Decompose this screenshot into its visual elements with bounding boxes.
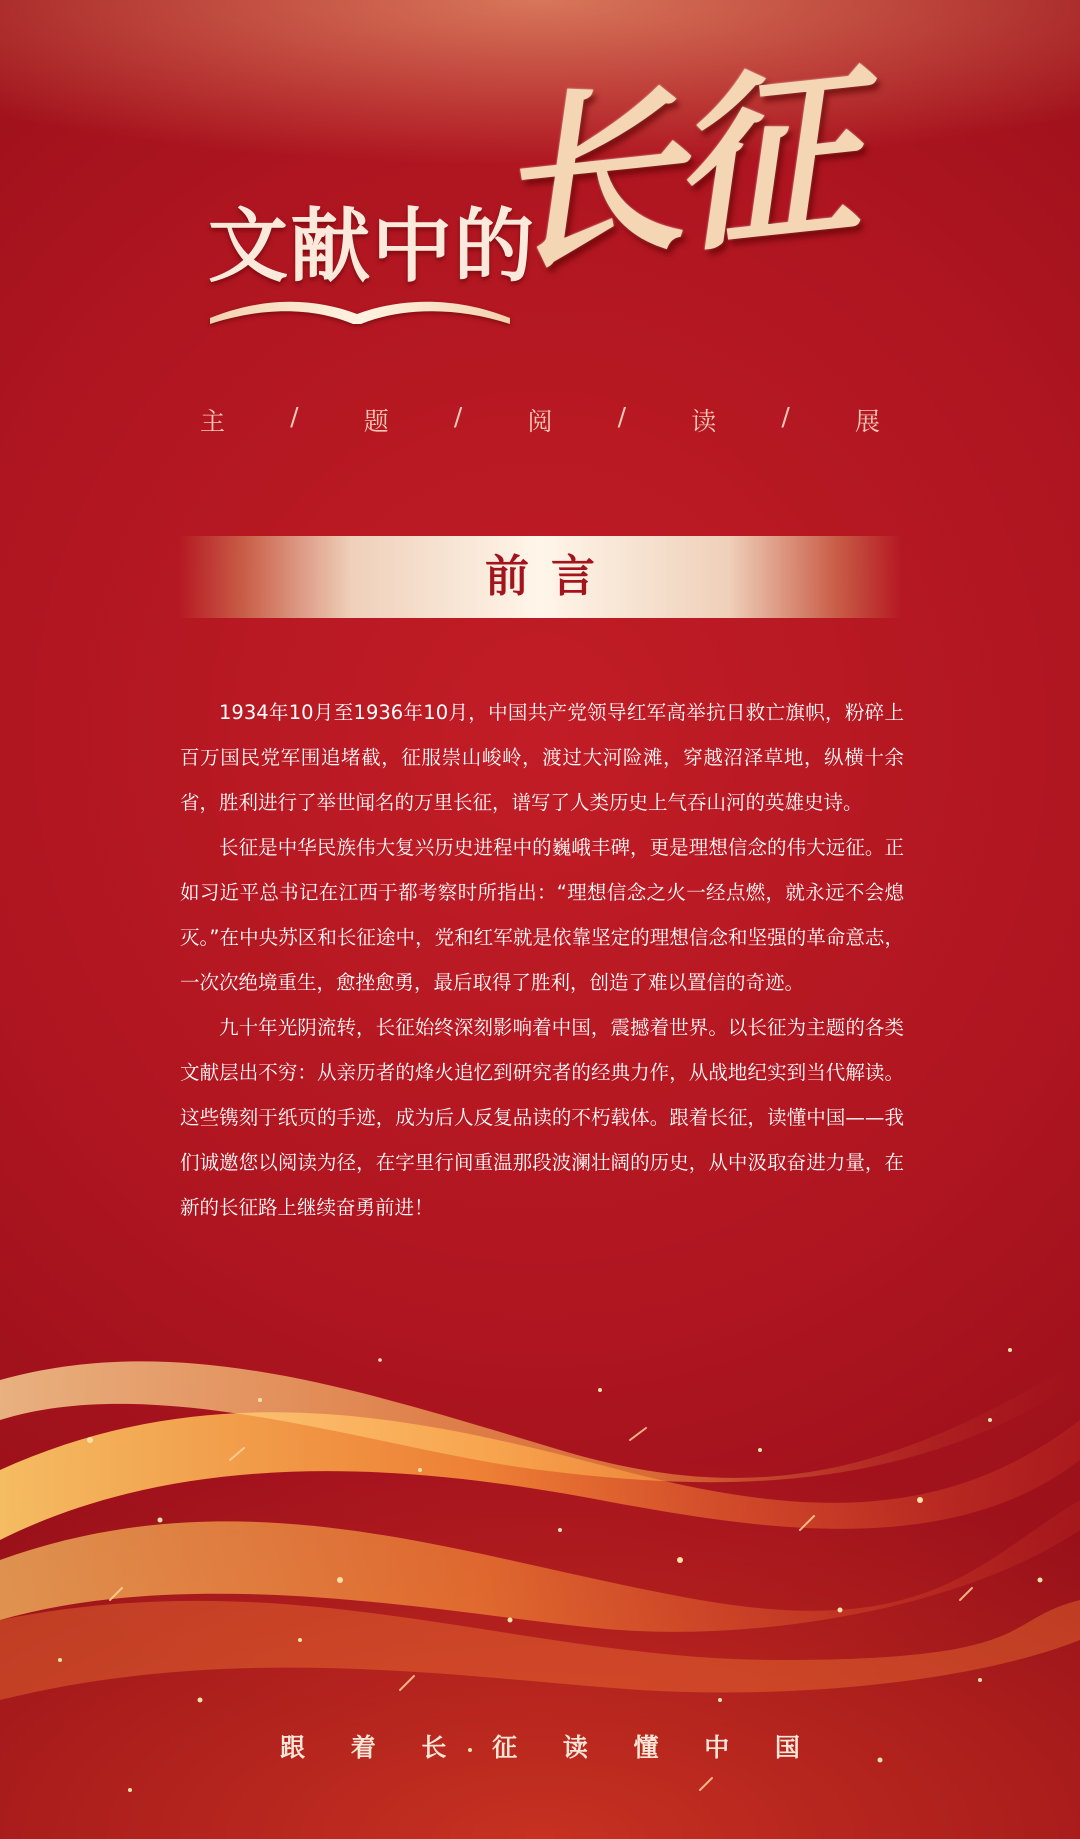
preface-heading-banner — [178, 536, 902, 618]
subtitle-char: 展 — [854, 407, 880, 436]
subtitle-theme-reading-exhibition — [200, 402, 880, 438]
preface-paragraph: 1934年10月至1936年10月，中国共产党领导红军高举抗日救亡旗帜，粉碎上百万国民党军围追堵截，征服崇山峻岭，渡过大河险滩，穿越沼泽草地，纵横十余省，胜利进行了举世闻名的万里长征，谱写了人类历史上气吞山河的英雄史诗。 — [180, 701, 904, 814]
preface-body — [180, 690, 904, 1230]
subtitle-separator: / — [781, 402, 790, 431]
footer-char: 读 — [562, 1733, 588, 1762]
title-prefix: 文献中的 — [208, 199, 536, 293]
footer-char: 跟 — [280, 1733, 306, 1762]
open-book-icon — [205, 278, 515, 338]
subtitle-separator: / — [290, 402, 299, 431]
preface-heading: 前言 — [485, 551, 617, 602]
subtitle-separator: / — [453, 402, 463, 431]
footer-char: 着 — [350, 1733, 376, 1762]
subtitle-char: 题 — [363, 407, 389, 436]
subtitle-char: 阅 — [527, 407, 553, 436]
subtitle-char: 主 — [200, 407, 226, 436]
subtitle-char: 读 — [691, 407, 717, 436]
footer-char: 中 — [704, 1733, 730, 1762]
footer-slogan — [280, 1728, 800, 1764]
subtitle-separator: / — [617, 402, 627, 431]
preface-paragraph: 九十年光阴流转，长征始终深刻影响着中国，震撼着世界。以长征为主题的各类文献层出不穷：从亲历者的烽火追忆到研究者的经典力作，从战地纪实到当代解读。这些镌刻于纸页的手迹，成为后人反复品读的不朽载体。跟着长征，读懂中国——我们诚邀您以阅读为径，在字里行间重温那段波澜壮阔的历史，从中汲取奋进力量，在新的长征路上继续奋勇前进！ — [180, 1016, 904, 1219]
preface-paragraph: 长征是中华民族伟大复兴历史进程中的巍峨丰碑，更是理想信念的伟大远征。正如习近平总书记在江西于都考察时所指出：“理想信念之火一经点燃，就永远不会熄灭。”在中央苏区和长征途中，党和红军就是依靠坚定的理想信念和坚强的革命意志，一次次绝境重生，愈挫愈勇，最后取得了胜利，创造了难以置信的奇迹。 — [180, 836, 904, 994]
footer-char: 长 — [421, 1733, 447, 1762]
title-main-calligraphy: 长征 — [483, 43, 859, 297]
footer-char: 国 — [774, 1733, 800, 1762]
footer-char: 征 — [492, 1733, 518, 1762]
footer-char: 懂 — [633, 1733, 659, 1762]
